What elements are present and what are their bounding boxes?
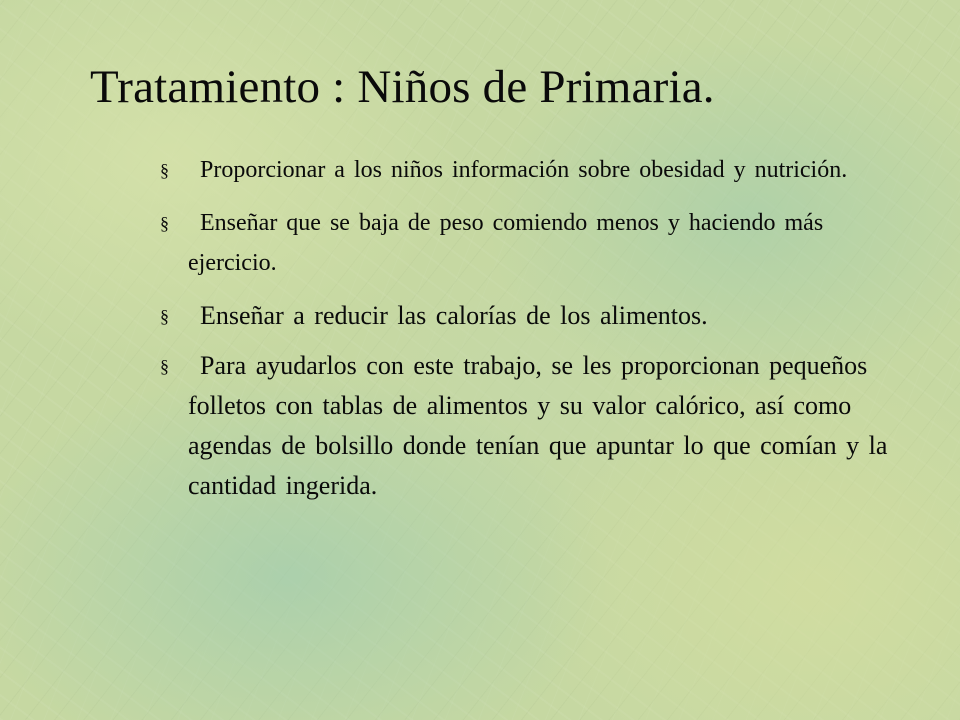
bullet-marker-icon: § — [160, 356, 169, 376]
bullet-text: Enseñar a reducir las calorías de los alimentos. — [200, 301, 708, 330]
bullet-item — [150, 296, 920, 336]
bullet-text: Para ayudarlos con este trabajo, se les proporcionan pequeños folletos con tablas de alimentos y su valor calórico, así como agendas de bolsillo donde tenían que apuntar lo que comían y la cantidad ingerida. — [188, 351, 888, 500]
bullet-marker-icon: § — [160, 160, 169, 180]
bullet-text: Enseñar que se baja de peso comiendo menos y haciendo más ejercicio. — [188, 210, 824, 276]
bullet-marker-icon: § — [160, 213, 169, 233]
bullet-item — [150, 346, 920, 506]
bullet-list — [150, 150, 920, 516]
slide-title: Tratamiento : Niños de Primaria. — [90, 61, 715, 113]
bullet-item — [150, 150, 920, 190]
bullet-text: Proporcionar a los niños información sobre obesidad y nutrición. — [200, 157, 848, 183]
bullet-marker-icon: § — [160, 306, 169, 326]
bullet-item — [150, 203, 920, 283]
